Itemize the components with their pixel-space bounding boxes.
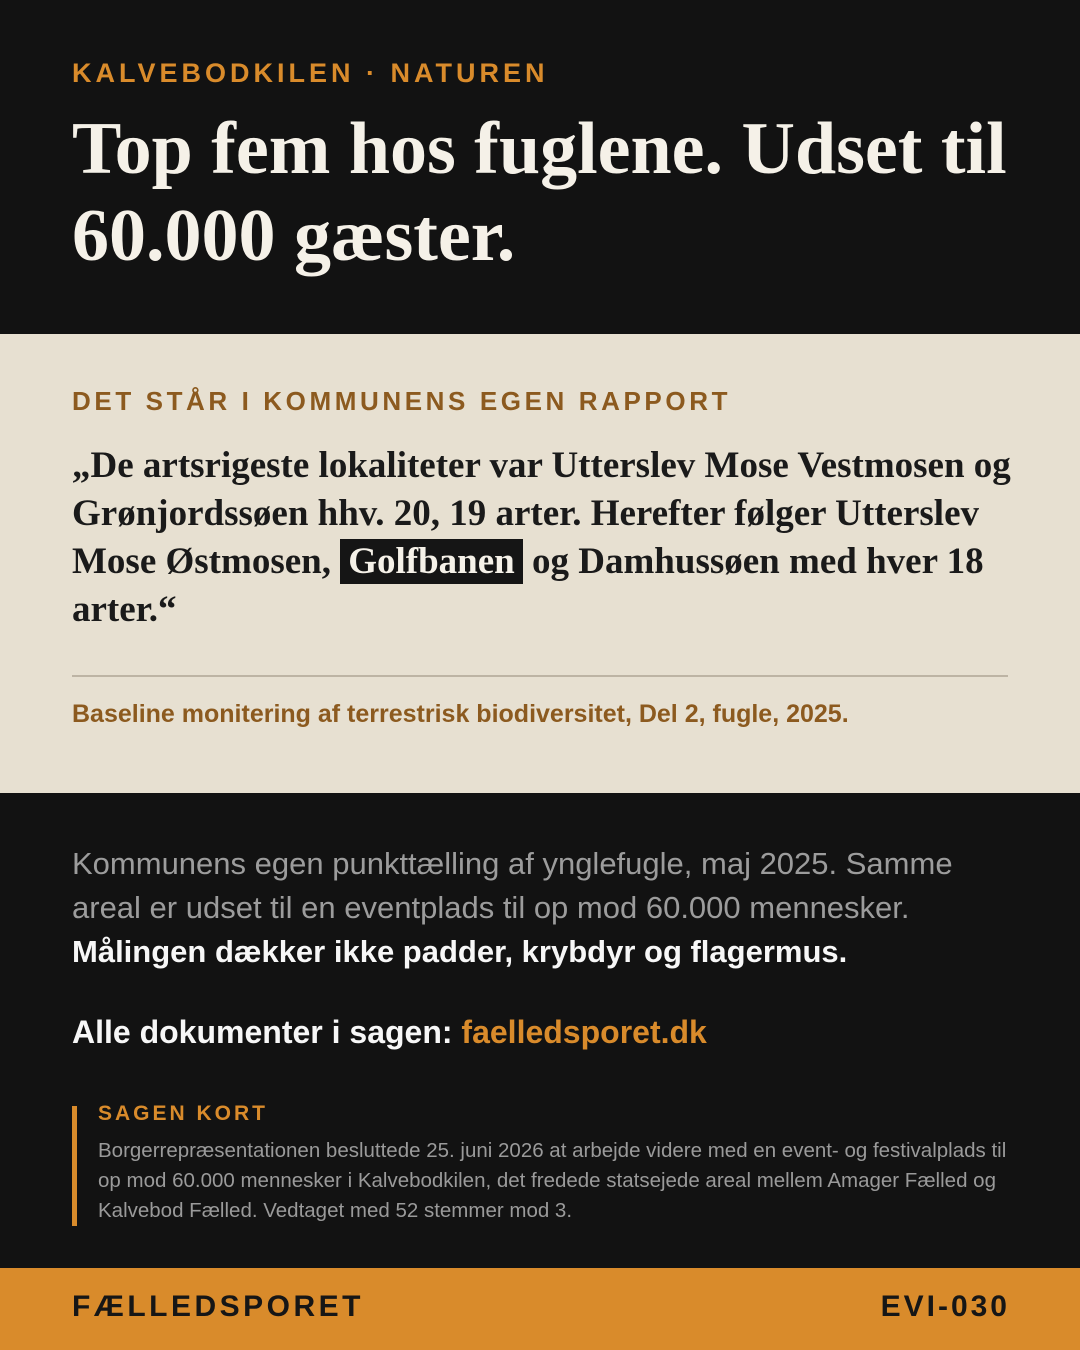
documents-label: Alle dokumenter i sagen: — [72, 1014, 453, 1050]
quote-text — [72, 442, 1012, 634]
footer-brand: FÆLLEDSPORET — [72, 1290, 365, 1323]
footer-code: EVI-030 — [880, 1290, 1010, 1323]
summary-title: SAGEN KORT — [98, 1102, 269, 1125]
header-section — [0, 0, 1080, 334]
documents-link[interactable]: faelledsporet.dk — [461, 1014, 707, 1050]
body-paragraph: Kommunens egen punkttælling af ynglefugle, maj 2025. Samme areal er udset til en eventplads til op mod 60.000 mennesker. — [72, 846, 953, 925]
quote-text-after: og Damhussøen med hver 18 arter.“ — [72, 541, 984, 630]
section-kicker: KALVEBODKILEN · NATUREN — [72, 58, 549, 88]
documents-line — [72, 1014, 707, 1051]
quote-text-before: „De artsrigeste lokaliteter var Utterslev Mose Vestmosen og Grønjordssøen hhv. 20, 19 arter. Herefter følger Utterslev Mose Østmosen, — [72, 445, 1011, 582]
quote-panel — [0, 334, 1080, 793]
quote-source: Baseline monitering af terrestrisk biodiversitet, Del 2, fugle, 2025. — [72, 700, 849, 728]
quote-highlight: Golfbanen — [340, 539, 523, 584]
body-text — [72, 842, 1012, 974]
quote-label: DET STÅR I KOMMUNENS EGEN RAPPORT — [72, 386, 732, 416]
body-emphasis: Målingen dækker ikke padder, krybdyr og flagermus. — [72, 934, 848, 969]
case-summary — [72, 1102, 1017, 1226]
summary-text: Borgerrepræsentationen besluttede 25. juni 2026 at arbejde videre med en event- og festivalplads til op mod 60.000 mennesker i Kalvebodkilen, det fredede statsejede areal mellem Amager Fælled og Kalvebod Fælled. Vedtaget med 52 stemmer mod 3. — [98, 1139, 1007, 1222]
quote-divider — [72, 675, 1008, 677]
page-headline: Top fem hos fuglene. Udset til 60.000 gæster. — [72, 108, 1007, 277]
footer-bar — [0, 1268, 1080, 1350]
